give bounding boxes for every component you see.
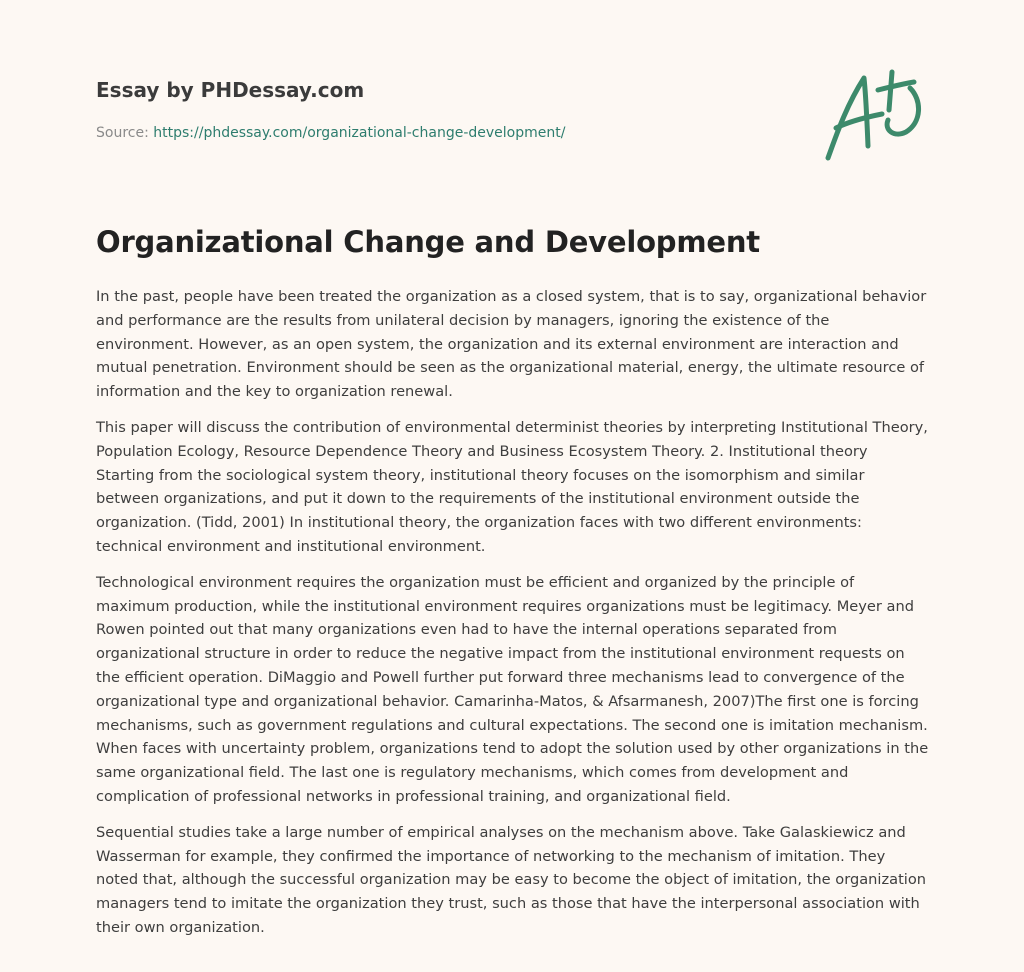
a-plus-logo-icon <box>822 66 928 166</box>
essay-paragraph: Sequential studies take a large number of empirical analyses on the mechanism above. Take Galaskiewicz and Wasserman for example, they confirmed the importance of networking to the mechanism of imitation. They noted that, although the successful organization may be easy to become the object of imitation, the organization managers tend to imitate the organization they trust, such as those that have the interpersonal association with their own organization. <box>96 823 927 936</box>
essay-body <box>96 285 930 952</box>
logo-plus-vertical <box>889 72 892 110</box>
essay-paragraph: Technological environment requires the organization must be efficient and organized by the principle of maximum production, while the institutional environment requires organizations must be legitimacy. Meyer and Rowen pointed out that many organizations even had to have the internal operations separated from organizational structure in order to reduce the negative impact from the institutional environment requests on the efficient operation. DiMaggio and Powell further put forward three mechanisms lead to convergence of the organizational type and organizational behavior. Camarinha-Matos, & Afsarmanesh, 2007)The first one is forcing mechanisms, such as government regulations and cultural expectations. The second one is imitation mechanism. When faces with uncertainty problem, organizations tend to adopt the solution used by other organizations in the same organizational field. The last one is regulatory mechanisms, which comes from development and complication of professional networks in professional training, and organizational field. <box>96 573 929 805</box>
source-link[interactable]: https://phdessay.com/organizational-change-development/ <box>153 125 566 141</box>
site-brand: Essay by PHDessay.com <box>96 78 365 102</box>
essay-paragraph: In the past, people have been treated the organization as a closed system, that is to say, organizational behavior and performance are the results from unilateral decision by managers, ignoring the existence of the environment. However, as an open system, the organization and its external environment are interaction and mutual penetration. Environment should be seen as the organizational material, energy, the ultimate resource of information and the key to organization renewal. <box>96 288 927 401</box>
essay-title: Organizational Change and Development <box>96 225 760 259</box>
source-label: Source: <box>96 125 149 141</box>
essay-paragraph: This paper will discuss the contribution of environmental determinist theories by interpreting Institutional Theory, Population Ecology, Resource Dependence Theory and Business Ecosystem Theory. 2. Institutional theory Starting from the sociological system theory, institutional theory focuses on the isomorphism and similar between organizations, and put it down to the requirements of the institutional environment outside the organization. (Tidd, 2001) In institutional theory, the organization faces with two different environments: technical environment and institutional environment. <box>96 418 928 555</box>
source-line <box>96 125 565 141</box>
